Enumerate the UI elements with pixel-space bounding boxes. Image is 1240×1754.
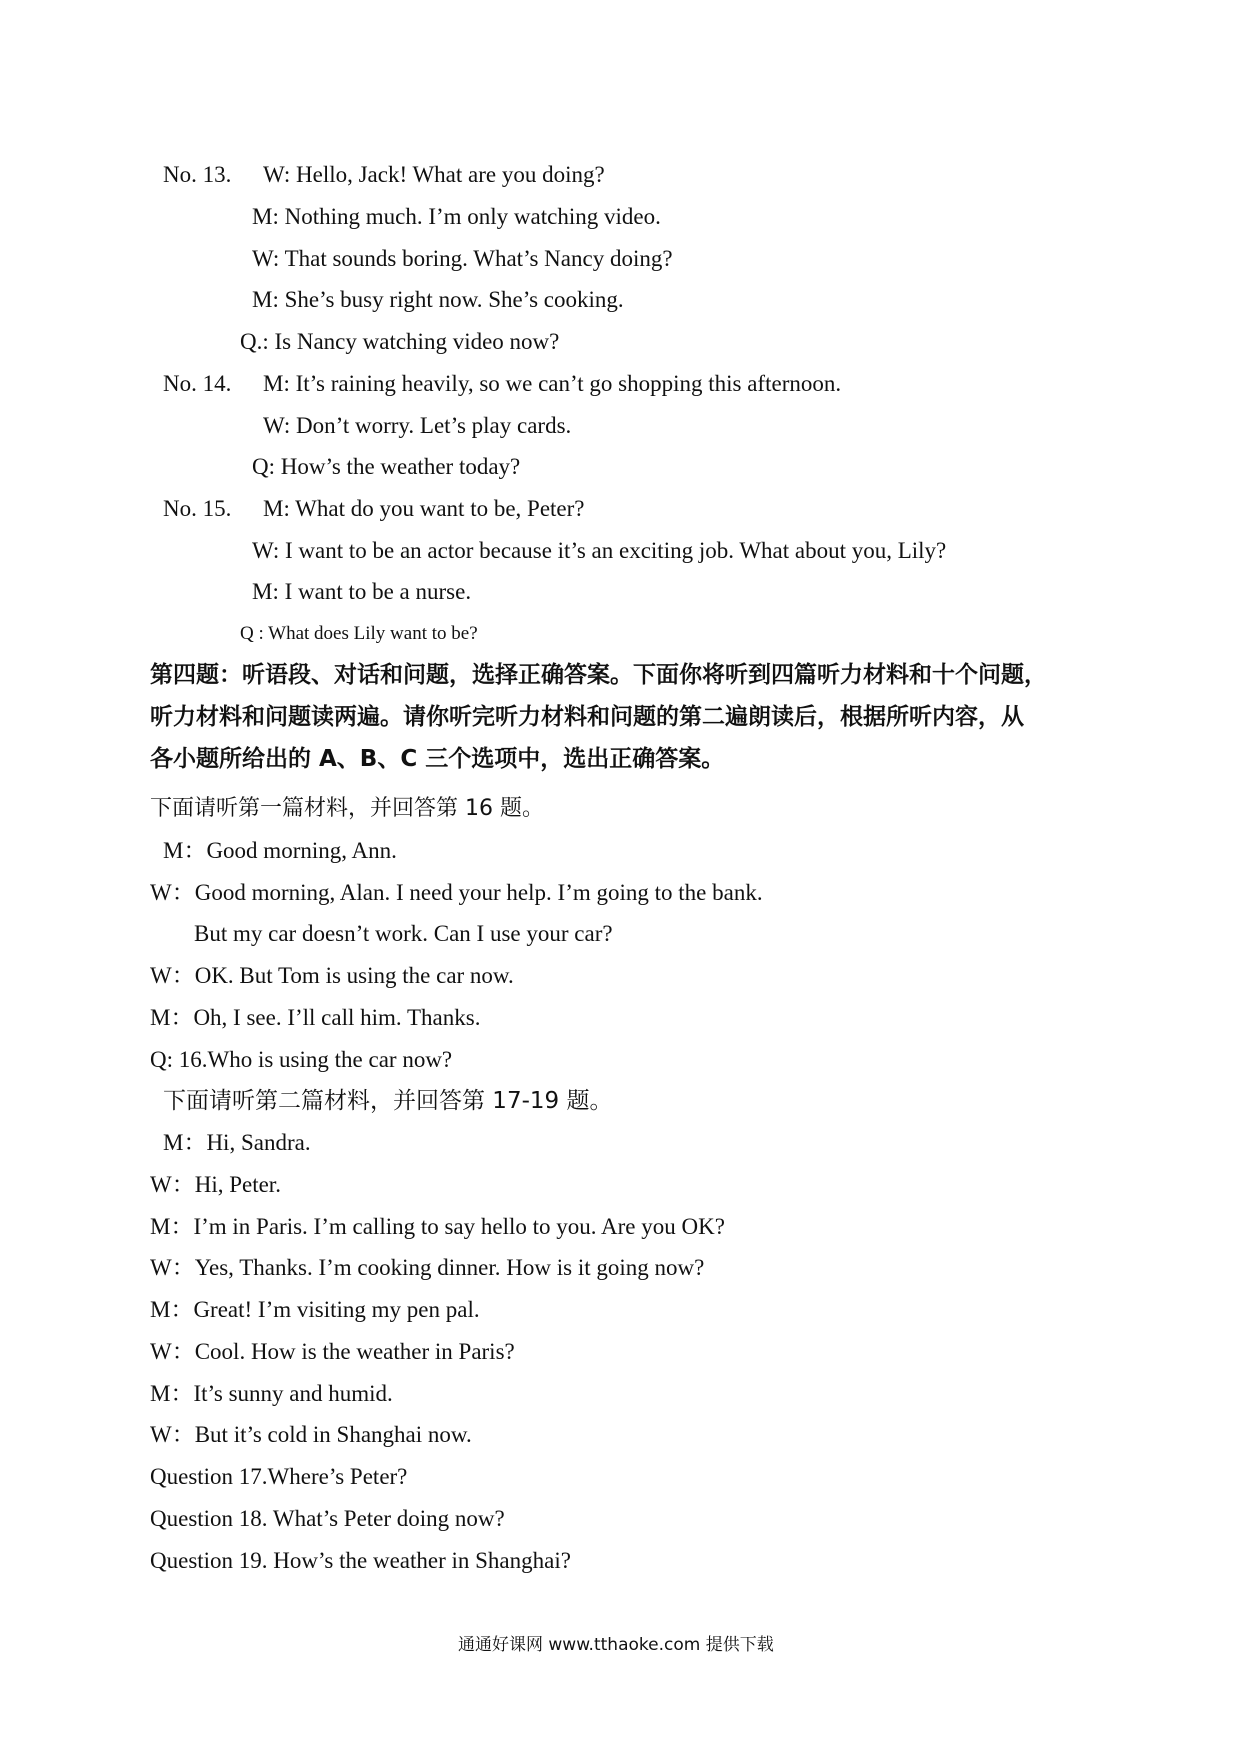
q13-question: Q.: Is Nancy watching video now? bbox=[240, 329, 560, 354]
material2-line-5: M：Great! I’m visiting my pen pal. bbox=[150, 1297, 480, 1322]
material2-line-1: M：Hi, Sandra. bbox=[163, 1130, 311, 1155]
material2-line-6: W：Cool. How is the weather in Paris? bbox=[150, 1339, 515, 1364]
material2-line-3: M：I’m in Paris. I’m calling to say hello to you. Are you OK? bbox=[150, 1214, 725, 1239]
material2-line-4: W：Yes, Thanks. I’m cooking dinner. How is it going now? bbox=[150, 1255, 705, 1280]
material2-question-18: Question 18. What’s Peter doing now? bbox=[150, 1506, 505, 1531]
q15-question: Q : What does Lily want to be? bbox=[240, 623, 478, 644]
q15-line-2: W: I want to be an actor because it’s an exciting job. What about you, Lily? bbox=[252, 538, 947, 563]
q15-label: No. 15. bbox=[163, 496, 232, 521]
q15-line-1: No. 15. M: What do you want to be, Peter? bbox=[163, 494, 585, 524]
q13-line-4: M: She’s busy right now. She’s cooking. bbox=[252, 287, 624, 312]
section4-heading-line-3: 各小题所给出的 A、B、C 三个选项中，选出正确答案。 bbox=[150, 746, 725, 772]
q13-line-1: No. 13. W: Hello, Jack! What are you doing? bbox=[163, 160, 605, 190]
section4-heading-line-1: 第四题：听语段、对话和问题，选择正确答案。下面你将听到四篇听力材料和十个问题， bbox=[150, 662, 1047, 688]
material2-line-7: M：It’s sunny and humid. bbox=[150, 1381, 393, 1406]
q13-label: No. 13. bbox=[163, 162, 232, 187]
material1-line-4: W：OK. But Tom is using the car now. bbox=[150, 963, 514, 988]
q15-line-3: M: I want to be a nurse. bbox=[252, 579, 472, 604]
q14-question: Q: How’s the weather today? bbox=[252, 454, 521, 479]
material1-line-1: M：Good morning, Ann. bbox=[163, 838, 397, 863]
material1-line-2: W：Good morning, Alan. I need your help. I’m going to the bank. bbox=[150, 880, 763, 905]
q13-line-2: M: Nothing much. I’m only watching video. bbox=[252, 204, 661, 229]
q13-line-3: W: That sounds boring. What’s Nancy doing? bbox=[252, 246, 673, 271]
q14-line-1: No. 14. M: It’s raining heavily, so we can’t go shopping this afternoon. bbox=[163, 369, 841, 399]
q14-label: No. 14. bbox=[163, 371, 232, 396]
material2-intro: 下面请听第二篇材料，并回答第 17-19 题。 bbox=[163, 1088, 613, 1114]
material2-question-17: Question 17.Where’s Peter? bbox=[150, 1464, 408, 1489]
material1-intro: 下面请听第一篇材料，并回答第 16 题。 bbox=[150, 796, 544, 821]
material2-line-8: W：But it’s cold in Shanghai now. bbox=[150, 1422, 472, 1447]
material1-line-5: M：Oh, I see. I’ll call him. Thanks. bbox=[150, 1005, 481, 1030]
material1-question: Q: 16.Who is using the car now? bbox=[150, 1047, 453, 1072]
q14-line-2: W: Don’t worry. Let’s play cards. bbox=[263, 413, 572, 438]
section4-heading-line-2: 听力材料和问题读两遍。请你听完听力材料和问题的第二遍朗读后，根据所听内容，从 bbox=[150, 704, 1024, 730]
material2-question-19: Question 19. How’s the weather in Shanghai? bbox=[150, 1548, 571, 1573]
footer-credit: 通通好课网 www.tthaoke.com 提供下载 bbox=[458, 1635, 774, 1655]
material2-line-2: W：Hi, Peter. bbox=[150, 1172, 281, 1197]
material1-line-3: But my car doesn’t work. Can I use your car? bbox=[194, 921, 613, 946]
